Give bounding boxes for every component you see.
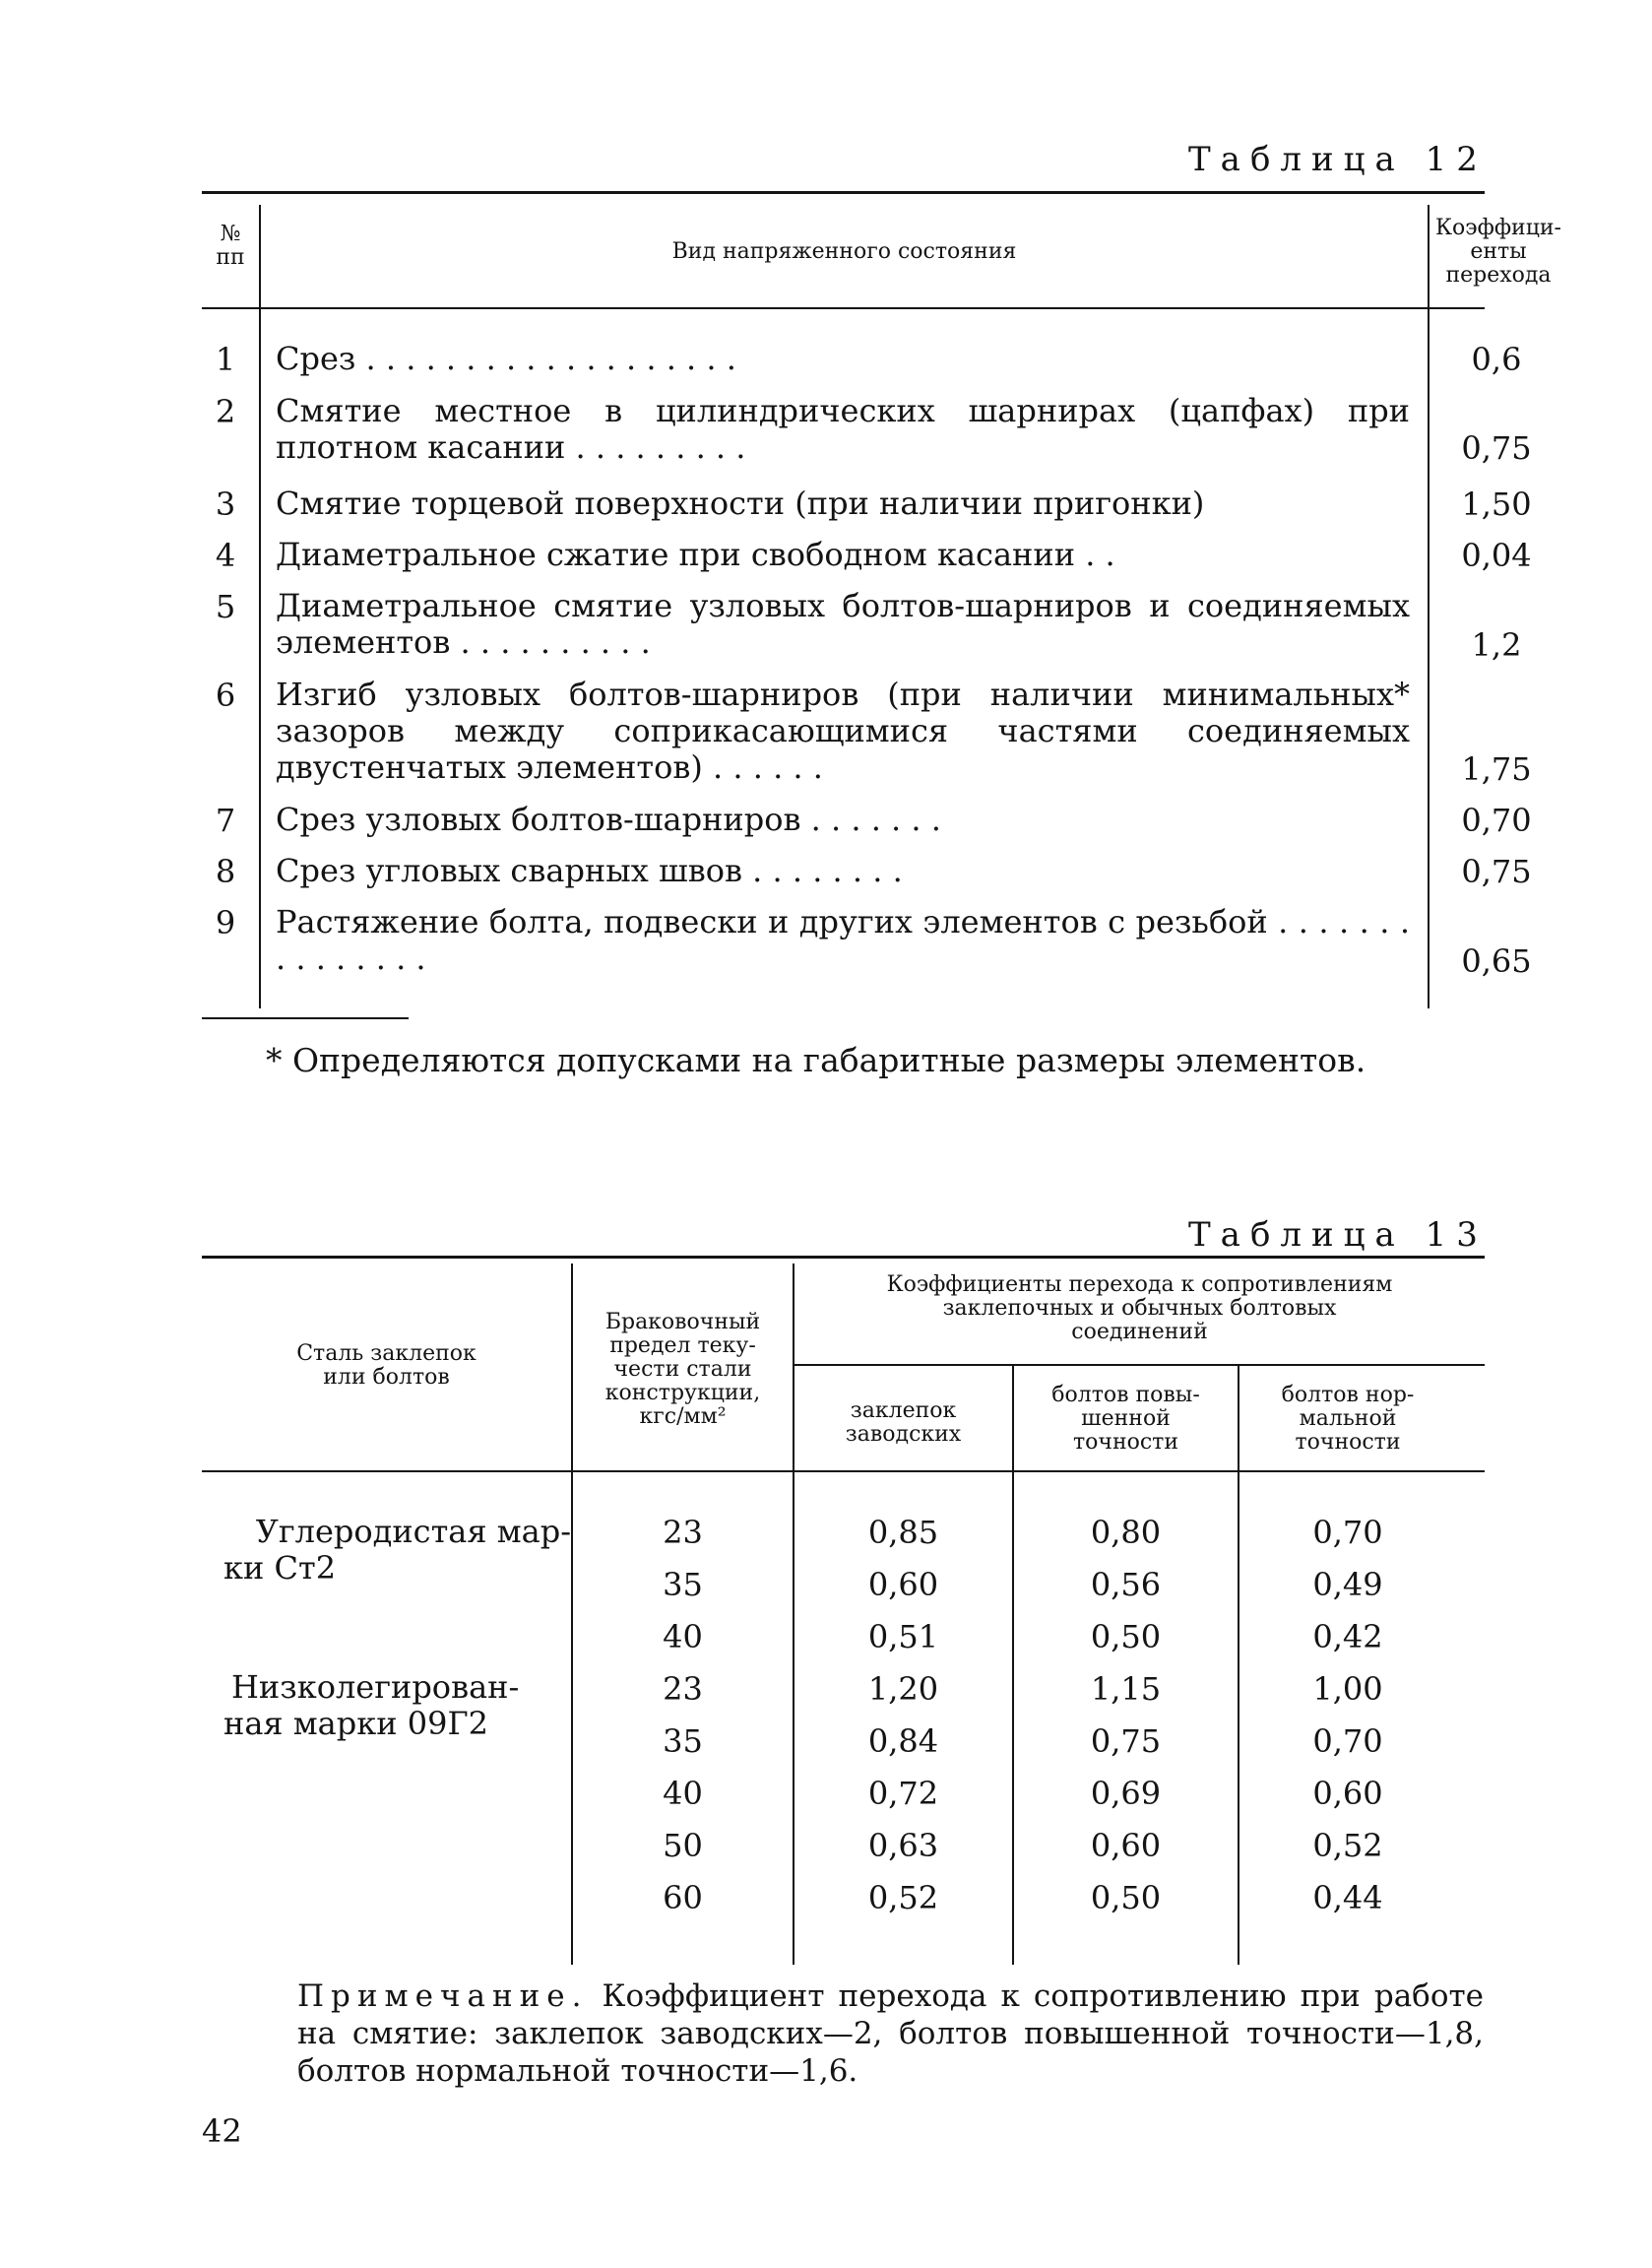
header-coef-line1: Коэффици- <box>1435 216 1561 240</box>
cell-yield: 35 <box>663 1566 703 1603</box>
cell-bolts-high: 1,15 <box>1090 1670 1162 1708</box>
cell-bolts-high: 0,80 <box>1090 1514 1162 1551</box>
page-number: 42 <box>202 2112 242 2150</box>
row-value: 0,04 <box>1461 537 1532 574</box>
table12-header-coef <box>1430 217 1567 288</box>
steel-line2: ки Ст2 <box>223 1549 337 1587</box>
header-steel-line2: или болтов <box>323 1365 450 1390</box>
cell-rivets: 1,20 <box>867 1670 939 1708</box>
cell-yield: 23 <box>663 1514 703 1551</box>
cell-rivets: 0,52 <box>867 1879 939 1916</box>
cell-bolts-normal: 0,44 <box>1312 1879 1383 1916</box>
cell-rivets: 0,60 <box>867 1566 939 1603</box>
header-bolts-high-line1: болтов повы- <box>1051 1383 1200 1407</box>
cell-bolts-high: 0,60 <box>1090 1827 1162 1864</box>
row-text: Диаметральное смятие узловых болтов-шарниров и соединяемых элементов . . . . . . . . . . <box>276 587 1410 661</box>
header-group-line3: соединений <box>1071 1320 1208 1344</box>
note-text: Коэффициент перехода к сопротивлению при работе на смятие: заклепок заводских—2, болтов повышенной точности—1,8, болтов нормальной точности—1,6. <box>297 1978 1484 2089</box>
header-yield-line5: кгс/мм² <box>639 1404 727 1429</box>
cell-bolts-normal: 0,70 <box>1312 1514 1383 1551</box>
header-group-line2: заклепочных и обычных болтовых <box>942 1296 1337 1321</box>
table13-header-rivets <box>794 1399 1012 1447</box>
header-bolts-normal-line1: болтов нор- <box>1281 1383 1415 1407</box>
table13-top-rule <box>202 1256 1485 1259</box>
cell-bolts-high: 0,50 <box>1090 1618 1162 1655</box>
header-bolts-high-line2: шенной <box>1081 1406 1171 1431</box>
cell-rivets: 0,51 <box>867 1618 939 1655</box>
cell-yield: 40 <box>663 1775 703 1812</box>
note-lead: Примечание. <box>297 1978 589 2014</box>
table13-note <box>297 1977 1484 2090</box>
header-coef-line3: перехода <box>1445 263 1552 288</box>
table13-header-bolts-high <box>1014 1384 1238 1455</box>
cell-rivets: 0,63 <box>867 1827 939 1864</box>
row-number: 5 <box>215 588 236 625</box>
row-number: 6 <box>215 677 236 714</box>
row-number: 3 <box>215 486 236 523</box>
header-yield-line2: предел теку- <box>609 1333 756 1358</box>
steel-line1: Углеродистая мар- <box>255 1513 571 1550</box>
cell-bolts-high: 0,50 <box>1090 1879 1162 1916</box>
row-value: 0,70 <box>1461 802 1532 839</box>
header-bolts-normal-line2: мальной <box>1299 1406 1397 1431</box>
row-number: 2 <box>215 393 236 430</box>
row-text: Срез угловых сварных швов . . . . . . . . <box>276 852 903 889</box>
row-number: 8 <box>215 853 236 890</box>
table-13 <box>202 1256 1485 1965</box>
header-steel-line1: Сталь заклепок <box>296 1341 477 1366</box>
row-text: Изгиб узловых болтов-шарниров (при наличии минимальных* зазоров между соприкасающимися частями соединяемых двустенчатых элементов) . . . . . . <box>276 676 1410 786</box>
header-bolts-normal-line3: точности <box>1295 1430 1401 1455</box>
row-number: 7 <box>215 802 236 839</box>
table13-header-bolts-normal <box>1239 1384 1456 1455</box>
table13-subheader-rule <box>793 1364 1485 1366</box>
row-value: 1,75 <box>1461 750 1532 788</box>
table12-col-divider-1 <box>259 205 261 1008</box>
table13-header-rule <box>202 1470 1485 1472</box>
cell-yield: 60 <box>663 1879 703 1916</box>
row-text: Диаметральное сжатие при свободном касании . . <box>276 536 1115 573</box>
row-value: 1,50 <box>1461 486 1532 523</box>
steel-line2: ная марки 09Г2 <box>223 1705 488 1742</box>
table13-caption: Таблица 13 <box>1188 1215 1488 1255</box>
row-text: Растяжение болта, подвески и других элементов с резьбой . . . . . . . . . . . . . . . <box>276 903 1410 977</box>
cell-bolts-normal: 0,52 <box>1312 1827 1383 1864</box>
cell-rivets: 0,84 <box>867 1722 939 1760</box>
cell-bolts-normal: 0,60 <box>1312 1775 1383 1812</box>
header-yield-line4: конструкции, <box>604 1381 761 1405</box>
table13-header-yield <box>573 1311 793 1429</box>
cell-bolts-normal: 0,70 <box>1312 1722 1383 1760</box>
table12-col-divider-2 <box>1428 205 1430 1008</box>
table12-footnote: * Определяются допусками на габаритные размеры элементов. <box>266 1041 1366 1079</box>
header-bolts-high-line3: точности <box>1072 1430 1179 1455</box>
cell-bolts-normal: 0,49 <box>1312 1566 1383 1603</box>
header-rivets-line2: заводских <box>845 1422 962 1447</box>
row-text: Смятие торцевой поверхности (при наличии пригонки) <box>276 485 1205 522</box>
row-text: Смятие местное в цилиндрических шарнирах (цапфах) при плотном касании . . . . . . . . . <box>276 392 1410 466</box>
steel-line1: Низколегирован- <box>231 1668 520 1706</box>
cell-yield: 35 <box>663 1722 703 1760</box>
header-rivets-line1: заклепок <box>850 1398 957 1423</box>
header-group-line1: Коэффициенты перехода к сопротивлениям <box>886 1272 1393 1297</box>
table13-col-divider-3 <box>1012 1366 1014 1965</box>
cell-bolts-normal: 0,42 <box>1312 1618 1383 1655</box>
header-yield-line1: Браковочный <box>604 1310 761 1334</box>
cell-bolts-normal: 1,00 <box>1312 1670 1383 1708</box>
table12-header-type: Вид напряженного состояния <box>671 239 1017 264</box>
cell-rivets: 0,72 <box>867 1775 939 1812</box>
header-num-line1: № <box>220 222 241 246</box>
cell-bolts-high: 0,69 <box>1090 1775 1162 1812</box>
table13-header-steel <box>202 1342 571 1390</box>
table12-top-rule <box>202 191 1485 194</box>
row-text: Срез . . . . . . . . . . . . . . . . . . . <box>276 340 736 377</box>
table12-header-num <box>202 223 259 270</box>
cell-yield: 23 <box>663 1670 703 1708</box>
row-number: 9 <box>215 904 236 941</box>
cell-yield: 40 <box>663 1618 703 1655</box>
header-coef-line2: енты <box>1470 239 1527 264</box>
header-yield-line3: чести стали <box>613 1357 752 1382</box>
cell-rivets: 0,85 <box>867 1514 939 1551</box>
cell-yield: 50 <box>663 1827 703 1864</box>
cell-bolts-high: 0,75 <box>1090 1722 1162 1760</box>
row-value: 0,75 <box>1461 429 1532 467</box>
row-value: 1,2 <box>1471 626 1522 664</box>
footnote-rule <box>202 1017 409 1019</box>
row-value: 0,65 <box>1461 942 1532 980</box>
cell-bolts-high: 0,56 <box>1090 1566 1162 1603</box>
table12-header-rule <box>202 307 1485 309</box>
row-value: 0,75 <box>1461 853 1532 890</box>
table12-caption: Таблица 12 <box>1188 140 1488 179</box>
row-number: 1 <box>215 341 236 378</box>
table13-col-divider-4 <box>1238 1366 1239 1965</box>
row-value: 0,6 <box>1471 341 1522 378</box>
row-number: 4 <box>215 537 236 574</box>
row-text: Срез узловых болтов-шарниров . . . . . . . <box>276 801 941 838</box>
table13-header-group <box>794 1273 1485 1344</box>
header-num-line2: пп <box>216 245 245 270</box>
